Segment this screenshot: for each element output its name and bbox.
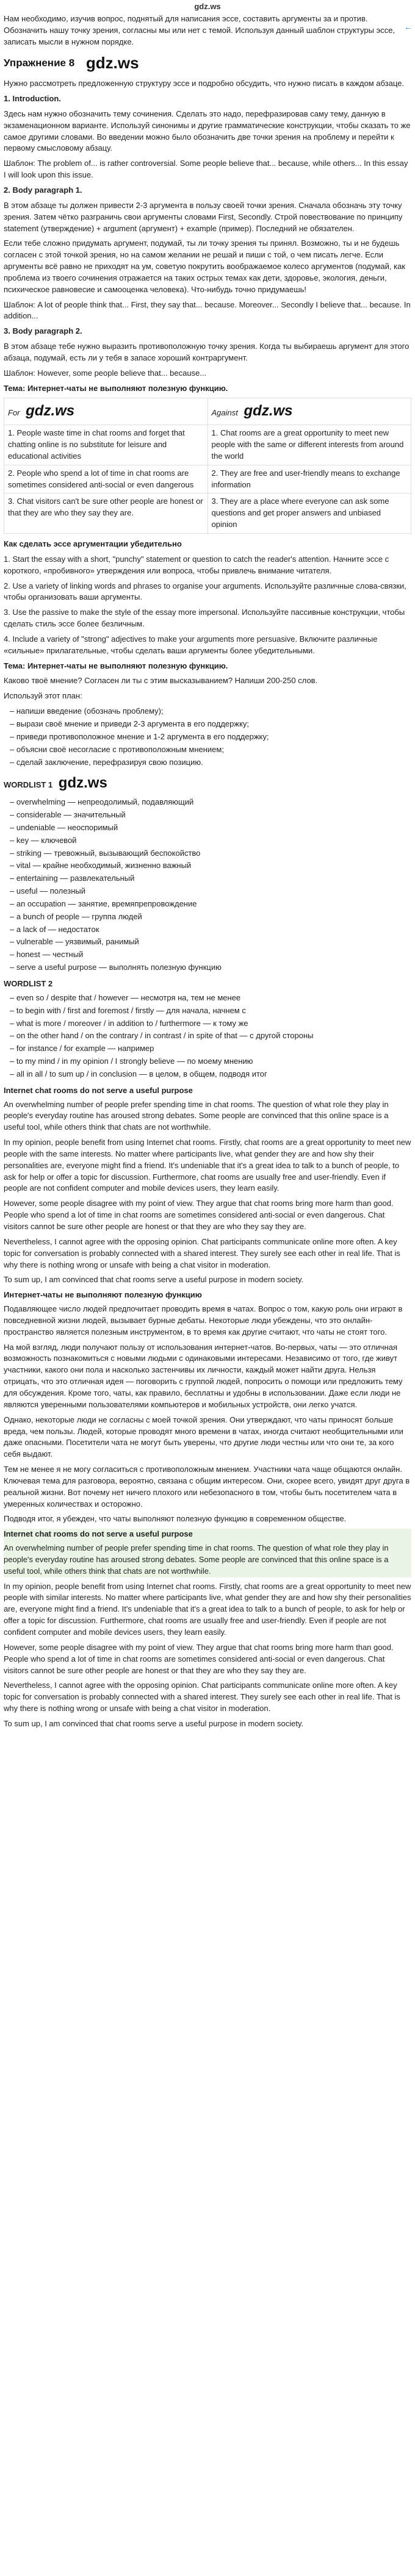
essay2-paragraph: To sum up, I am convinced that chat rooms serve a useful purpose in modern society.: [4, 1718, 304, 1728]
para1-description-2: Если тебе сложно придумать аргумент, подумай, ты ли точку зрения ты принял. Возможно, ты и не будешь согласен с этой точкой зрения, но на самом желании не решай и пиши с той, о чем писать легче. Если аргументы всё равно не приходят на ум, советую покрутить воображаемое колесо аргументов (подумай, как проблема из твоего сочинения отражается на таких острых темах как дети, здоровье, экология, деньги, психическое равновесие и самооценка человека). Что-нибудь точно придумаешь!: [4, 239, 405, 294]
essay1-paragraph: However, some people disagree with my point of view. They argue that chat rooms bring more harm than good. People who spend a lot of time in chat rooms are sometimes considered anti-social or even dangerous. Chat visitors cannot be sure other people are honest or that they are who they say they are.: [4, 1199, 394, 1231]
essay-ru-paragraph: Подводя итог, я убежден, что чаты выполняют полезную функцию в современном обществе.: [4, 1514, 347, 1524]
list-item: – what is more / moreover / in addition to / furthermore — к тому же: [10, 1018, 411, 1030]
essay1-title: Internet chat rooms do not serve a useful purpose: [4, 1085, 193, 1095]
list-item: – all in all / to sum up / in conclusion — в целом, в общем, подводя итог: [10, 1069, 411, 1080]
list-item: – a bunch of people — группа людей: [10, 911, 411, 923]
back-arrow-icon[interactable]: ←: [404, 22, 413, 32]
list-item: – for instance / for example — например: [10, 1043, 411, 1055]
top-bar: [4, 0, 411, 13]
essay2-paragraph: An overwhelming number of people prefer spending time in chat rooms. The question of what role they play in people's everyday routine has aroused strong debates. Some people are convinced that this online space is a useful tool, while others think that chats are not worthwhile.: [4, 1543, 389, 1576]
intro-heading: 1. Introduction.: [4, 94, 61, 104]
essay-ru-paragraph: На мой взгляд, люди получают пользу от использования интернет-чатов. Во-первых, чаты — это отличная возможность познакомиться с новыми людьми с одинаковыми интересами. Независимо от того, где живут участники, какого они пола и насколько застенчивы их личности, каждый может найти друга. Нельзя отрицать, что это отличная идея — поговорить с группой людей, попросить о помощи или предложить тему для обсуждения. Кроме того, чаты, как правило, бесплатны и удобны в использовании. Даже если люди не являются уверенными пользователями компьютеров и мобильных устройств, они легко учатся.: [4, 1342, 403, 1409]
list-item: – to my mind / in my opinion / I strongly believe — по моему мнению: [10, 1056, 411, 1067]
exercise-title-text: Упражнение 8: [4, 56, 75, 68]
wordlist2: [4, 992, 411, 1080]
essay2-paragraph: However, some people disagree with my point of view. They argue that chat rooms bring more harm than good. People who spend a lot of time in chat rooms are sometimes considered anti-social or even dangerous. Chat visitors cannot be sure other people are honest or that they are who they say they are.: [4, 1642, 394, 1675]
essay2-block: [4, 1529, 411, 1577]
for-cell: 2. People who spend a lot of time in chat rooms are sometimes considered anti-social or even dangerous: [4, 465, 208, 493]
table-row: [4, 493, 411, 534]
intro-description: Здесь нам нужно обозначить тему сочинения. Сделать это надо, перефразировав саму тему, данную в экзаменационном варианте. Используй синонимы и другие грамматические конструкции, чтобы сказать то же самое другими словами. Во введении можно было обозначить две точки зрения на проблему и перейти к первому смысловому абзацу.: [4, 109, 411, 153]
template-2: Шаблон: A lot of people think that... First, they say that... because. Moreover... Secondly I believe that... because. In addition...: [4, 300, 411, 321]
list-item: – serve a useful purpose — выполнять полезную функцию: [10, 962, 411, 974]
watermark: gdz.ws: [85, 53, 139, 72]
topic2-question: Каково твоё мнение? Согласен ли ты с этим высказыванием? Напиши 200-250 слов.: [4, 676, 318, 686]
para1-heading: 2. Body paragraph 1.: [4, 185, 82, 195]
essay1-paragraph: Nevertheless, I cannot agree with the opposing opinion. Chat participants communicate online more often. A key topic for conversation is probably connected with a shared interest. They surely see each other in real life. That is why there is nothing wrong or unsafe with being a chat visitor in moderation.: [4, 1236, 400, 1269]
topic-label: Тема: Интернет-чаты не выполняют полезную функцию.: [4, 383, 228, 393]
for-cell: 1. People waste time in chat rooms and forget that chatting online is no substitute for leisure and educational activities: [4, 425, 208, 465]
col-against-header: Against gdz.ws: [208, 398, 411, 425]
exercise-lead: Нужно рассмотреть предложенную структуру эссе и подробно обсудить, что нужно писать в каждом абзаце.: [4, 79, 404, 88]
tip-item: 1. Start the essay with a short, "punchy" statement or question to catch the reader's attention. Начните эссе с короткого, «пробивного» утверждения или вопроса, чтобы привлечь внимание читателя.: [4, 554, 389, 575]
against-cell: 1. Chat rooms are a great opportunity to meet new people with the same or different interests from around the world: [208, 425, 411, 465]
list-item: – напиши введение (обозначь проблему);: [10, 706, 411, 717]
wordlist1-title: WORDLIST 1 gdz.ws: [4, 775, 107, 792]
template-1: Шаблон: The problem of... is rather controversial. Some people believe that... because, while others... In this essay I will look upon this issue.: [4, 159, 408, 180]
topic2-label: Тема: Интернет-чаты не выполняют полезную функцию.: [4, 661, 228, 670]
for-cell: 3. Chat visitors can't be sure other people are honest or that they are who they say they are.: [4, 493, 208, 534]
para1-description: В этом абзаце ты должен привести 2-3 аргумента в пользу своей точки зрения. Сначала обозначь эту точку зрения. Затем чётко разграничь свои аргументы словами First, Secondly. Строй повествование по принципу statement (утверждение) + argument (аргумент) + example (пример). Последний не обязателен.: [4, 200, 403, 233]
list-item: – key — ключевой: [10, 835, 411, 847]
col-for-header: For gdz.ws: [4, 398, 208, 425]
essay-ru-paragraph: Подавляющее число людей предпочитает проводить время в чатах. Вопрос о том, какую роль они играют в повседневной жизни людей, вызывает бурные дебаты. Некоторые люди убеждены, что это онлайн-пространство является полезным инструментом, в то время как другие считают, что чаты не стоят того.: [4, 1304, 403, 1336]
essay1-paragraph: In my opinion, people benefit from using Internet chat rooms. Firstly, chat rooms are a great opportunity to meet new people with the same interests. No matter where participants live, what gender they are and how shy their personalities are, everyone might find a friend. It's undeniable that it's a great idea to talk to a bunch of people, to ask for help or offer a topic for discussion. Furthermore, chat rooms are usually free and user-friendly. Even if people are not confident computer and mobile devices users, they learn easily.: [4, 1138, 411, 1193]
for-against-table: [4, 398, 411, 534]
plan-heading: Используй этот план:: [4, 691, 82, 701]
table-row: [4, 465, 411, 493]
plan-list: [4, 706, 411, 768]
exercise-title: [4, 52, 411, 75]
list-item: – entertaining — развлекательный: [10, 873, 411, 884]
essay1-paragraph: To sum up, I am convinced that chat rooms serve a useful purpose in modern society.: [4, 1275, 304, 1285]
list-item: – undeniable — неоспоримый: [10, 822, 411, 834]
tip-item: 3. Use the passive to make the style of the essay more impersonal. Используйте пассивные конструкции, чтобы сделать стиль эссе более безличным.: [4, 608, 405, 629]
convincing-heading: Как сделать эссе аргументации убедительно: [4, 539, 182, 549]
list-item: – a lack of — недостаток: [10, 924, 411, 936]
list-item: – вырази своё мнение и приведи 2-3 аргумента в его поддержку;: [10, 719, 411, 730]
list-item: – on the other hand / on the contrary / in contrast / in spite of that — с другой стороны: [10, 1030, 411, 1042]
list-item: – vulnerable — уязвимый, ранимый: [10, 936, 411, 948]
intro-text: Нам необходимо, изучив вопрос, поднятый для написания эссе, составить аргументы за и против. Обозначить нашу точку зрения, согласны мы или нет с темой. Используя данный шаблон структуры эссе, записать мысли в нужном порядке.: [4, 14, 395, 46]
against-cell: 2. They are free and user-friendly means to exchange information: [208, 465, 411, 493]
para2-description: В этом абзаце тебе нужно выразить противоположную точку зрения. Когда ты выбираешь аргумент для этого абзаца, подумай, есть ли у тебя в запасе хороший контраргумент.: [4, 342, 410, 362]
list-item: – to begin with / first and foremost / firstly — для начала, начнем с: [10, 1005, 411, 1017]
list-item: – even so / despite that / however — несмотря на, тем не менее: [10, 992, 411, 1004]
list-item: – useful — полезный: [10, 886, 411, 897]
list-item: – considerable — значительный: [10, 809, 411, 821]
wordlist2-title: WORDLIST 2: [4, 978, 53, 988]
essay2-title: Internet chat rooms do not serve a useful purpose: [4, 1529, 193, 1539]
tip-item: 4. Include a variety of "strong" adjectives to make your arguments more persuasive. Включите различные «сильные» прилагательные, чтобы сделать ваши аргументы более убедительными.: [4, 634, 378, 655]
list-item: – vital — крайне необходимый, жизненно важный: [10, 860, 411, 872]
essay2-paragraph: In my opinion, people benefit from using Internet chat rooms. Firstly, chat rooms are a great opportunity to meet new people with similar interests. No matter where participants live, what gender they are and how shy their personalities are, everyone might find a friend. It's undeniable that it's a great idea to talk to a bunch of people, to ask for help or offer a topic for discussion. Furthermore, chat rooms are usually free and user-friendly. Even if people are not confident computer and mobile devices users, they learn easily.: [4, 1581, 411, 1637]
against-cell: 3. They are a place where everyone can ask some questions and get proper answers and unbiased opinion: [208, 493, 411, 534]
wordlist1: [4, 797, 411, 974]
table-row: [4, 425, 411, 465]
essay2-paragraph: Nevertheless, I cannot agree with the opposing opinion. Chat participants communicate online more often. A key topic for conversation is probably connected with a shared interest. They surely see each other in real life. That is why there is nothing wrong or unsafe with being a chat visitor in moderation.: [4, 1681, 400, 1713]
essay-ru-paragraph: Однако, некоторые люди не согласны с моей точкой зрения. Они утверждают, что чаты приносят больше вреда, чем пользы. Людей, которые проводят много времени в чатах, иногда считают необщительными или даже опасными. Посетители чата не могут быть уверены, что другие люди честны или что они те, за кого себя выдают.: [4, 1415, 403, 1459]
essay1-paragraph: An overwhelming number of people prefer spending time in chat rooms. The question of what role they play in people's everyday routine has aroused strong debates. Some people are convinced that this online space is a useful tool, while others think that chats are not worthwhile.: [4, 1099, 389, 1132]
list-item: – объясни своё несогласие с противоположным мнением;: [10, 744, 411, 756]
para2-heading: 3. Body paragraph 2.: [4, 326, 82, 336]
template-3: Шаблон: However, some people believe that... because...: [4, 368, 207, 378]
site-logo[interactable]: gdz.ws: [194, 1, 221, 11]
list-item: – приведи противоположное мнение и 1-2 аргумента в его поддержку;: [10, 731, 411, 743]
essay-ru-title: Интернет-чаты не выполняют полезную функцию: [4, 1290, 202, 1300]
list-item: – overwhelming — непреодолимый, подавляющий: [10, 797, 411, 808]
list-item: – striking — тревожный, вызывающий беспокойство: [10, 848, 411, 859]
tip-item: 2. Use a variety of linking words and phrases to organise your arguments. Используйте различные слова-связки, чтобы организовать ваши аргументы.: [4, 581, 406, 602]
essay-ru-paragraph: Тем не менее я не могу согласиться с противоположным мнением. Участники чата чаще общаются онлайн. Ключевая тема для разговора, вероятно, связана с общим интересом. Они, скорее всего, увидят друг друга в реальной жизни. Вот почему нет ничего плохого или небезопасного в том, чтобы быть посетителем чата в умеренных количествах и осторожно.: [4, 1465, 410, 1509]
list-item: – an occupation — занятие, времяпрепровождение: [10, 899, 411, 910]
list-item: – honest — честный: [10, 949, 411, 961]
list-item: – сделай заключение, перефразируя свою позицию.: [10, 757, 411, 769]
